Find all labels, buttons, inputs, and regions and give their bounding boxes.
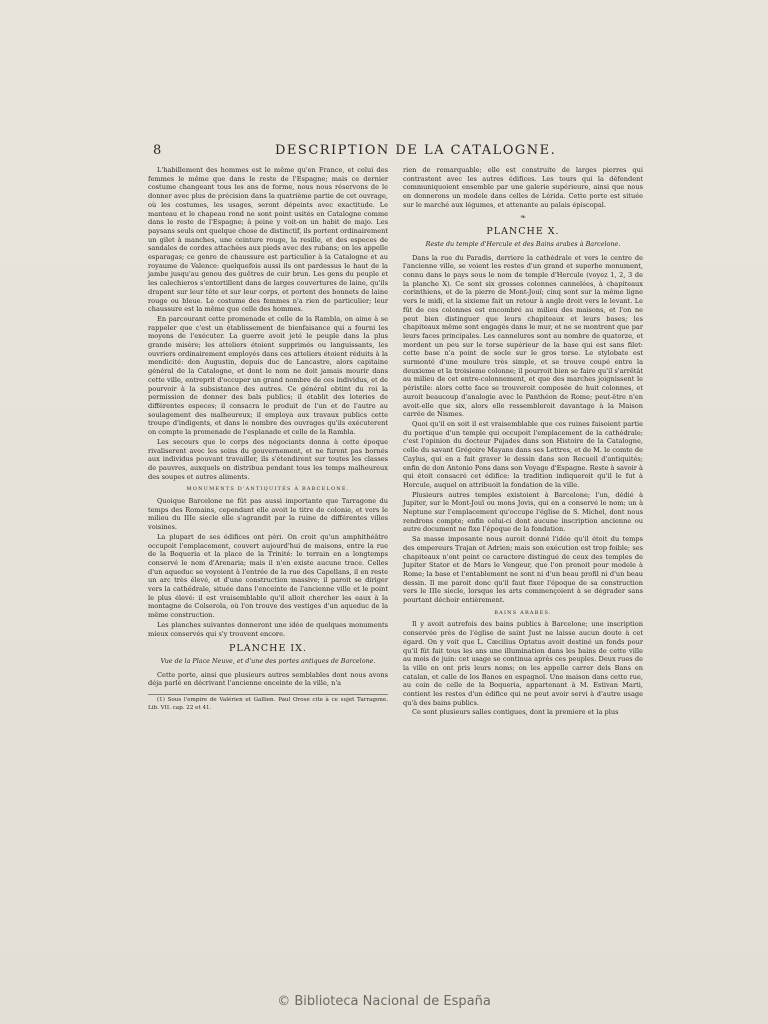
paragraph: Les planches suivantes donneront une idée de quelques monuments mieux conservés qui s'y trouvent encore. [148, 620, 388, 638]
ornament-icon: ❧ [520, 212, 526, 221]
section-heading-monuments: MONUMENTS D'ANTIQUITÉS À BARCELONE. [186, 486, 350, 493]
paragraph: rien de remarquable; elle est construite de larges pierres qui contrastent avec les autres édifices. Les tours qui la défendent communiquoient ensemble par une galerie supérieure, ainsi que nous en donnerons un modele dans celles de Lérida. Cette porte est située sur le marché aux légumes, et attenante au palais épiscopal. [403, 166, 643, 209]
plate-ix-title: PLANCHE IX. [229, 643, 307, 655]
footnote: (1) Sous l'empire de Valérien et Gallien. Paul Orose cite à ce sujet Tarragone. Lib. VII. cap. 22 et 41. [148, 694, 388, 712]
paragraph: Plusieurs autres temples existoient à Barcelone; l'un, dédié à Jupiter, sur le Mont-Jouï ou mons Jovis, qui en a conservé le nom; un à Neptune sur l'emplacement qu'occupe l'église de S. Michel, dont nous rendrons compte; enfin celui-ci dont aucune inscription ancienne ou autre document ne fixe l'époque de la fondation. [403, 490, 643, 534]
page-header [150, 143, 670, 163]
paragraph: Ce sont plusieurs salles contigues, dont la premiere et la plus [412, 708, 619, 717]
page-number: 8 [153, 143, 162, 158]
paragraph: L'habillement des hommes est le même qu'en France, et celui des femmes le même que dans le reste de l'Espagne; mais ce dernier costume changeant tous les ans de forme, nous nous réservons de le donner avec plus de précision dans la quatrième partie de cet ouvrage, où les costumes, les usages, seront dépeints avec exactitude. Le manteau et le chapeau rond ne sont point usités en Catalogne comme dans le reste de l'Espagne; à peine y voit-on un habit de majo. Les paysans seuls ont quelque chose de distinctif, ils portent ordinairement un gilet à manches, une ceinture rouge, la resille, et des especes de sandales de cordes attachées aux pieds avec des rubans; on les appelle esparagas; ce genre de chaussure est particulier à la Catalogne et au royaume de Valence: quelquefois aussi ils ont pardessus le haut de la jambe jusqu'au genou des guêtres de cuir brun. Les gens du peuple et les calechieros s'entortillent dans de larges couvertures de laine, qu'ils drapent sur leur tête et sur leur corps, et portent des bonnets de laine rouge ou bleue. Le costume des femmes n'a rien de particulier; leur chaussure est la même que celle des hommes. [148, 166, 388, 314]
paragraph: Dans la rue du Paradis, derriere la cathédrale et vers le centre de l'ancienne ville, se voient les restes d'un grand et superbe monument, connu dans le pays sous le nom de temple d'Hercule (voyez 1, 2, 3 de la planche X). Ce sont six grosses colonnes cannelées, à chapiteaux corinthiens, et de la pierre de Mont-Jouï; cinq sont sur la même ligne vers le midi, et la sixieme fait un retour à angle droit vers le levant. Le fût de ces colonnes est encombré au milieu des maisons, et l'on ne peut bien distinguer que leurs chapiteaux et leurs bases; les chapiteaux même sont engagés dans le mur, et ne se montrent que par leurs faces principales. Les cannelures sont au nombre de quatorze, et mordent un peu sur le torse supérieur de la base qui est sans filet: cette base n'a point de socle sur le gros torse. Le stylobate est surmonté d'une moulure très simple, et se trouve coupé entre la deuxieme et la troisieme colonne; il pourroit bien se faire qu'il s'arrêtât au milieu de cet entre-colonnement, et que des marches joignissent le péristile: alors cette face se trouveroit composée de huit colonnes, et auroit beaucoup d'analogie avec le Panthéon de Rome; peut-être n'en avoit-elle que six, alors elle ressembleroit davantage à la Maison carrée de Nismes. [403, 253, 643, 419]
paragraph: La plupart de ses édifices ont péri. On croit qu'un amphithéâtre occupoit l'emplacement, couvert aujourd'hui de maisons, entre la rue de la Boqueria et la place de la Trinité: le terrain en a longtemps conservé le nom d'Arenaria; mais il n'en existe aucune trace. Celles d'un aqueduc se voyoient à l'entrée de la rue des Capellans, il en reste un arc très élevé, et d'une construction massive; il paroit se diriger vers la cathédrale, située dans l'enceinte de l'ancienne ville et le point le plus élevé: il est vraisemblable qu'il alloit chercher les eaux à la montagne de Colserola, où l'on trouve des vestiges d'un aqueduc de la même construction. [148, 532, 388, 620]
paragraph: Cette porte, ainsi que plusieurs autres semblables dont nous avons déja parlé en décrivant l'ancienne enceinte de la ville, n'a [148, 670, 388, 688]
paragraph: Quoi qu'il en soit il est vraisemblable que ces ruines faisoient partie du portique d'un temple qui occupoit l'emplacement de la cathédrale; c'est l'opinion du docteur Pujades dans son Histoire de la Catalogne, celle du savant Grégoire Mayans dans ses Lettres, et de M. le comte de Caylus, qui en a fait graver le dessin dans son Recueil d'antiquités; enfin de don Antonio Pons dans son Voyage d'Espagne. Reste à savoir à qui étoit consacré cet édifice: la tradition indiqueroit qu'il le fut à Hercule, auquel on attribuoit la fondation de la ville. [403, 419, 643, 489]
paragraph: En parcourant cette promenade et celle de la Rambla, on aime à se rappeler que c'est un établissement de bienfaisance qui a fourni les moyens de l'exécuter. La guerre avoit jeté le peuple dans la plus grande misère; les atteliers étoient supprimés ou languissants, les ouvriers ordinairement employés dans ces atteliers étoient réduits à la mendicité: don Augustin, depuis duc de Lancastre, alors capitaine général de la Catalogne, et dont le nom ne doit jamais mourir dans cette ville, entreprit d'occuper un grand nombre de ces individus, et de pourvoir à la subsistance des autres. Ce général obtint du roi la permission de donner des bals publics; il établit des loteries de différentes especes; il consacra le produit de l'un et de l'autre au soulagement des malheureux; il employa aux travaux publics cette troupe d'indigents, et dans le nombre des ouvrages qu'ils exécuterent on compte la promenade de l'esplanade et celle de la Rambla. [148, 314, 388, 437]
plate-x-title: PLANCHE X. [486, 226, 560, 238]
right-column [403, 166, 643, 718]
paragraph: Sa masse imposante nous auroit donné l'idée qu'il étoit du temps des empereurs Trajan et Adrien; mais son exécution est trop foible; ses chapiteaux n'ont point ce caractere distingué de ceux des temples de Jupiter Stator et de Mars le Vengeur, que l'on prenoit pour modele à Rome; la base et l'entablement ne sont ni d'un beau profil ni d'un beau dessin. Il me paroit donc qu'il faut fixer l'époque de sa construction vers le IIIe siecle, lorsque les arts commençoient à se dégrader sans pourtant déchoir entièrement. [403, 535, 643, 605]
paragraph: Il y avoit autrefois des bains publics à Barcelone; une inscription conservée près de l'église de saint Just ne laisse aucun doute à cet égard. On y voit que L. Cæcilius Optatus avoit destiné un fonds pour qu'il fût fait tous les ans une illumination dans les bains de cette ville au mois de juin: cet usage se continua après ces peuples. Deux rues de la ville en ont pris leurs noms; on les appelle carrer dels Bans en catalan, et calle de los Banos en espagnol. Une maison dans cette rue, au coin de celle de la Boqueria, appartenant à M. Estivan Marti, contient les restes d'un édifice qui ne peut avoir servi à d'autre usage qu'à des bains publics. [403, 620, 643, 707]
left-column [148, 166, 388, 712]
paragraph: Les secours que le corps des négociants donna à cette époque rivaliserent avec les soins du gouvernement, et ne furent pas bornés aux individus pouvant travailler, ils s'étendirent sur toutes les classes de pauvres, auxquels on distribua pendant tous les temps malheureux des soupes et autres aliments. [148, 437, 388, 481]
plate-ix-subtitle: Vue de la Place Neuve, et d'une des portes antiques de Barcelone. [160, 656, 376, 665]
plate-x-subtitle: Reste du temple d'Hercule et des Bains arabes à Barcelone. [425, 239, 621, 248]
section-heading-baths: BAINS ARABES. [494, 609, 552, 616]
running-title: DESCRIPTION DE LA CATALOGNE. [275, 143, 557, 158]
paragraph: Quoique Barcelone ne fût pas aussi importante que Tarragone du temps des Romains, cependant elle avoit le titre de colonie, et vers le milieu du IIIe siecle elle s'agrandit par la ruine de différentes villes voisines. [148, 497, 388, 532]
copyright-watermark: © Biblioteca Nacional de España [277, 994, 491, 1009]
